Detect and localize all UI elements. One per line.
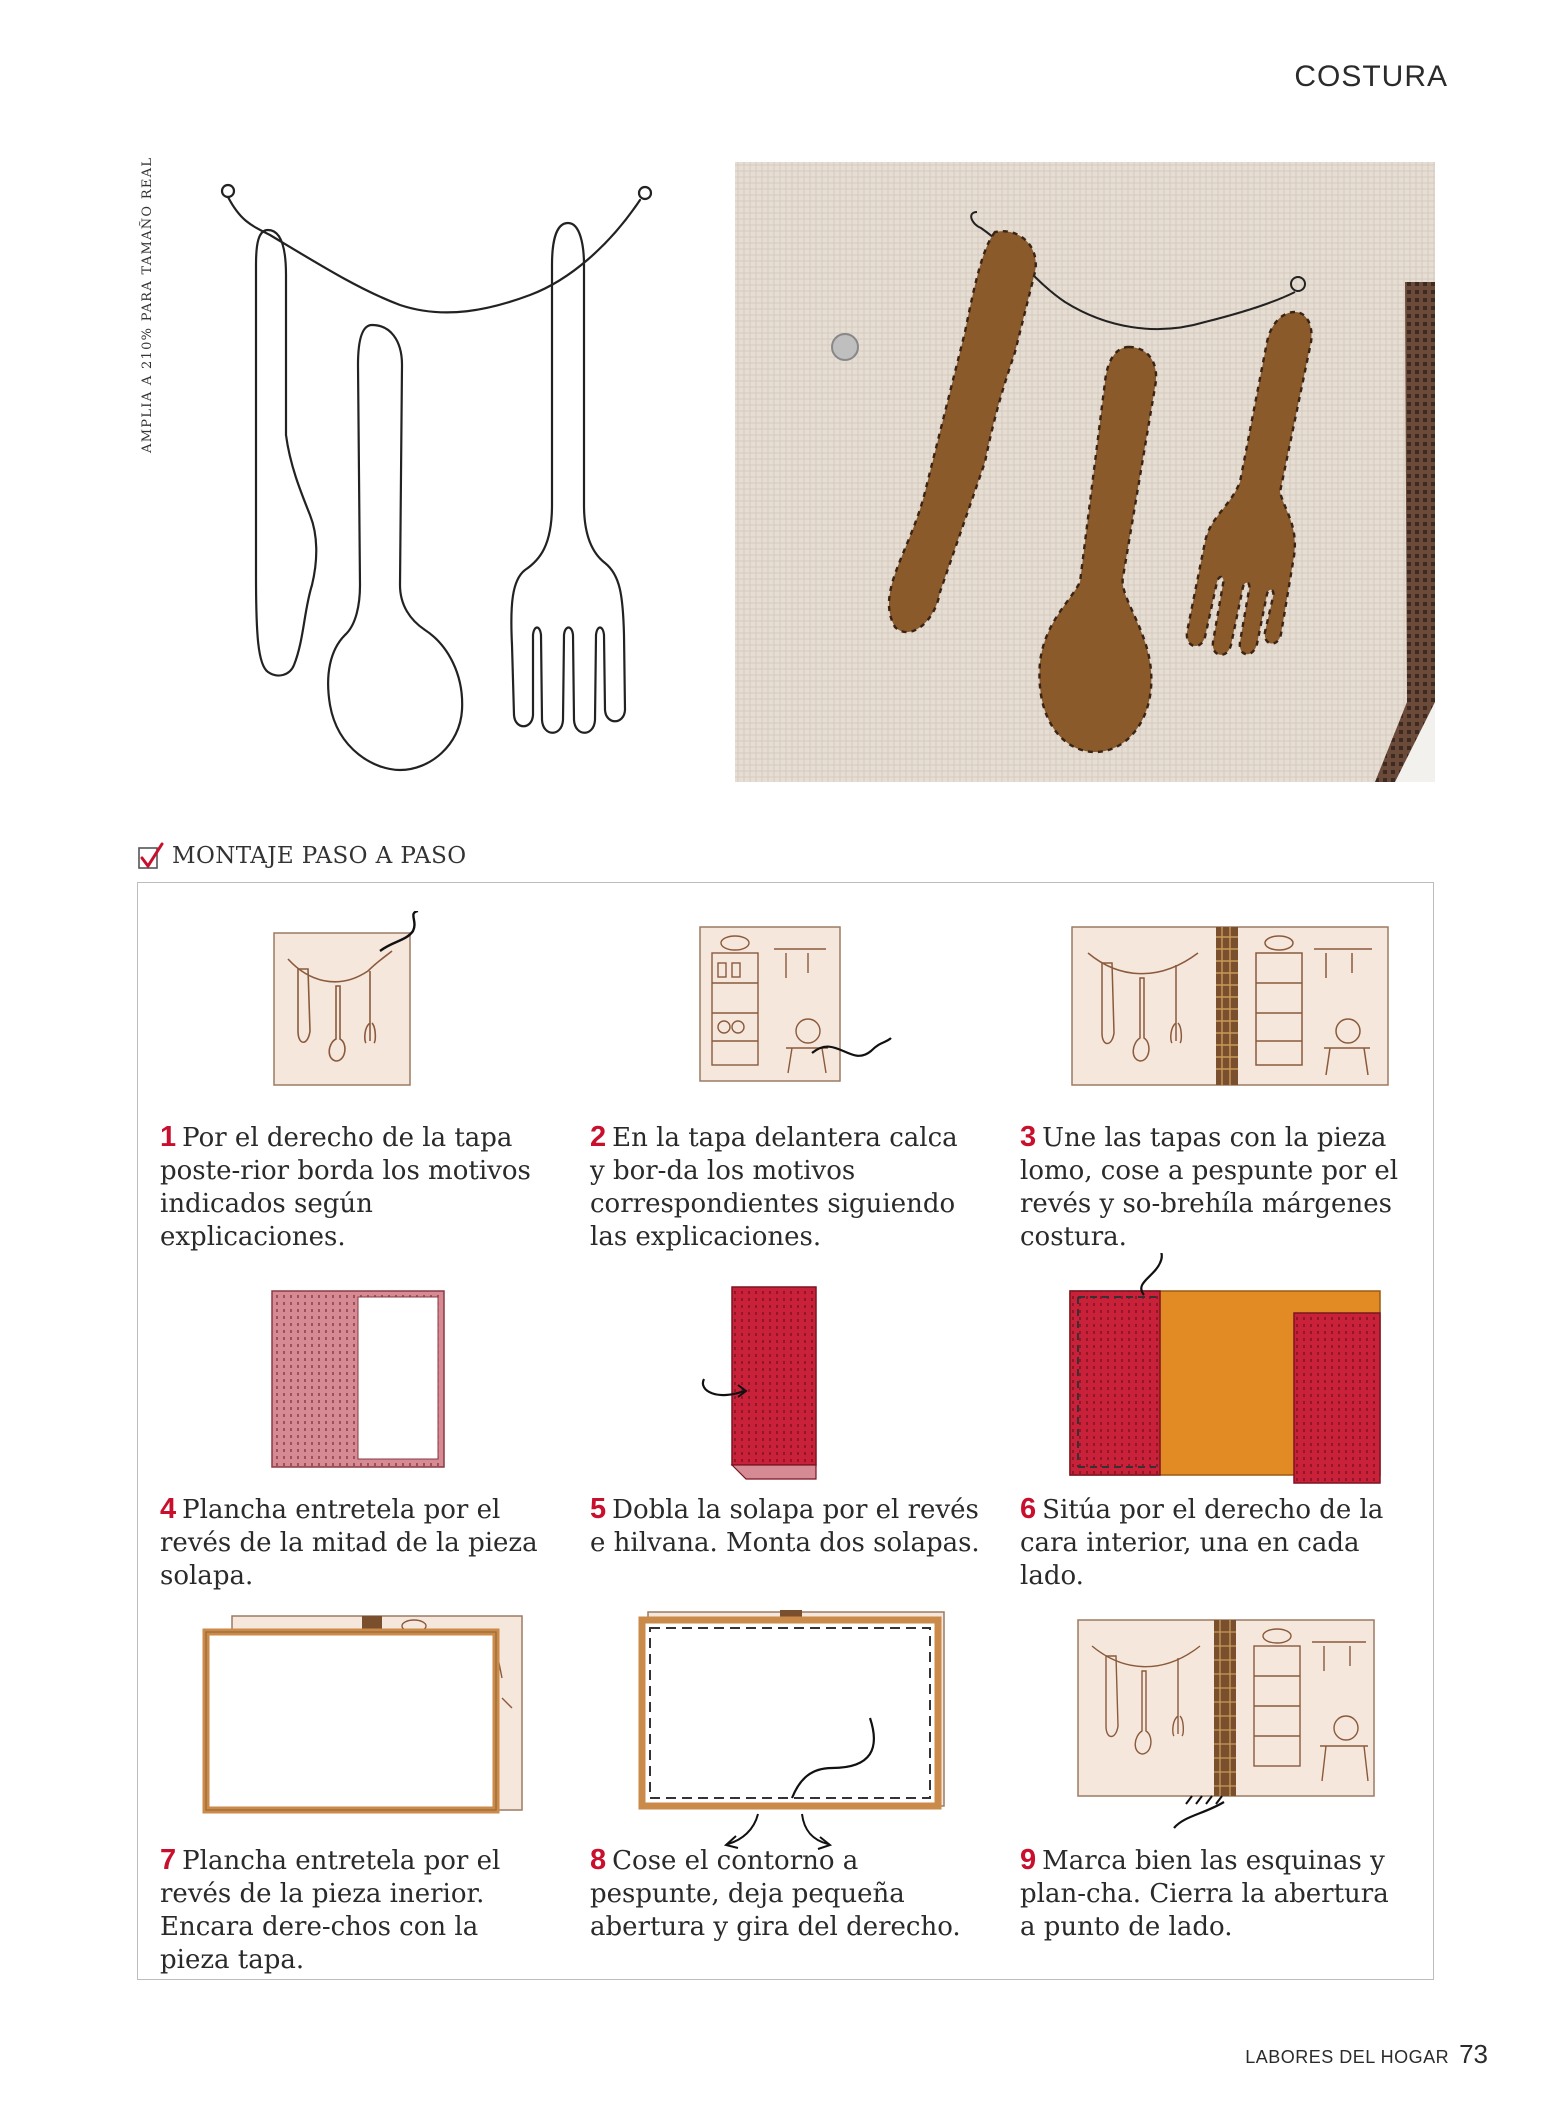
step-3-illustration [1068, 923, 1398, 1093]
magazine-name: LABORES DEL HOGAR [1245, 2047, 1450, 2067]
step-1-number: 1 [160, 1121, 177, 1153]
embroidered-case-photo [735, 162, 1435, 782]
step-6-number: 6 [1020, 1493, 1037, 1525]
step-4-text: 4 Plancha entretela por el revés de la mitad de la pieza solapa. [160, 1493, 538, 1591]
step-2-number: 2 [590, 1121, 607, 1153]
step-8-illustration [632, 1608, 962, 1858]
steps-container [137, 882, 1434, 1980]
step-3-text: 3 Une las tapas con la pieza lomo, cose a pespunte por el revés y so-brehíla márgenes costura. [1020, 1121, 1399, 1252]
step-4-number: 4 [160, 1493, 177, 1525]
step-4-illustration [268, 1287, 448, 1472]
step-6-illustration [1064, 1253, 1394, 1485]
step-8-text: 8 Cose el contorno a pespunte, deja pequeña abertura y gira del derecho. [590, 1844, 961, 1942]
step-9-number: 9 [1020, 1844, 1037, 1876]
step-9-text: 9 Marca bien las esquinas y plan-cha. Cierra la abertura a punto de lado. [1020, 1844, 1389, 1942]
section-title: COSTURA [1294, 60, 1448, 93]
step-3-number: 3 [1020, 1121, 1037, 1153]
step-2-text: 2 En la tapa delantera calca y bor-da los motivos correspondientes siguiendo las explicaciones. [590, 1121, 958, 1252]
step-9-illustration [1074, 1616, 1394, 1836]
step-6-text: 6 Sitúa por el derecho de la cara interior, una en cada lado. [1020, 1493, 1384, 1591]
step-1-illustration [268, 911, 468, 1091]
step-7-text: 7 Plancha entretela por el revés de la pieza inerior. Encara dere-chos con la pieza tapa. [160, 1844, 501, 1975]
step-7-number: 7 [160, 1844, 177, 1876]
step-5-text: 5 Dobla la solapa por el revés e hilvana. Monta dos solapas. [590, 1493, 980, 1558]
step-8-number: 8 [590, 1844, 607, 1876]
page-footer [1245, 2039, 1488, 2070]
step-2-illustration [696, 923, 896, 1093]
step-7-illustration [202, 1608, 532, 1818]
montaje-header [138, 842, 467, 870]
enlarge-note: AMPLIA A 210% PARA TAMAÑO REAL [140, 156, 155, 453]
step-1-text: 1 Por el derecho de la tapa poste-rior borda los motivos indicados según explicaciones. [160, 1121, 531, 1252]
step-5-number: 5 [590, 1493, 607, 1525]
step-5-illustration [698, 1283, 838, 1483]
montaje-title: MONTAJE PASO A PASO [172, 843, 467, 869]
checkmark-box-icon [138, 842, 164, 870]
page-number: 73 [1459, 2039, 1488, 2069]
cutlery-template-illustration [200, 165, 660, 780]
